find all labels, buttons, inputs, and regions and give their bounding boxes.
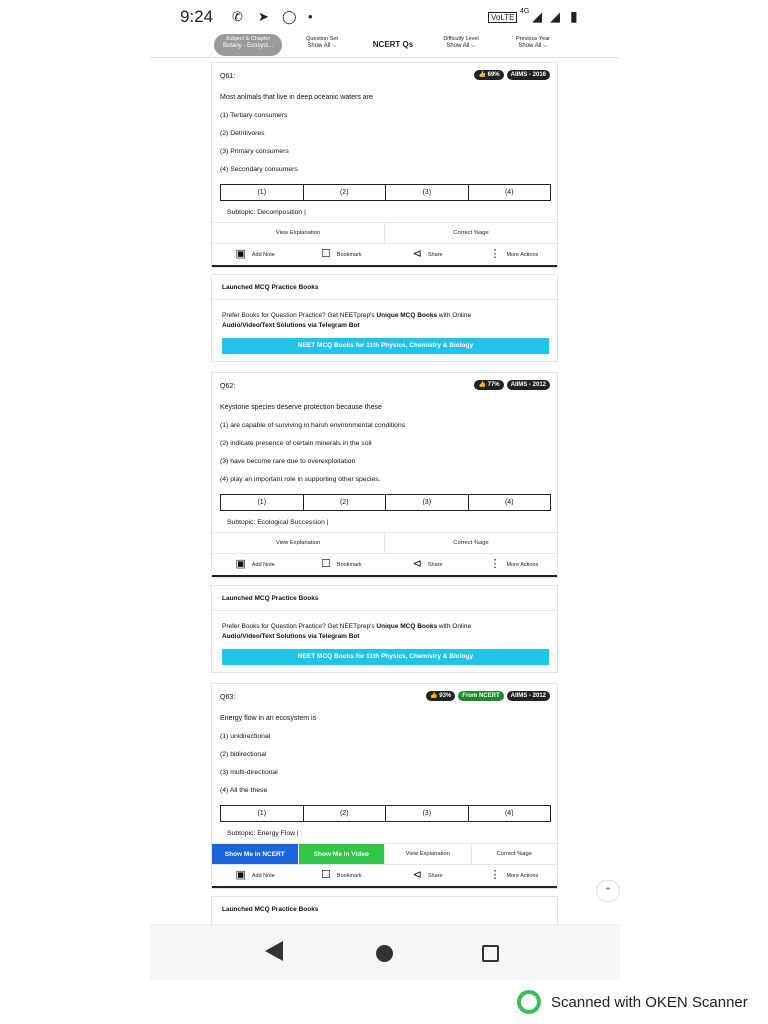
answer-option-3[interactable]: (3)	[386, 806, 469, 821]
accuracy-badge: 👍 77%	[474, 380, 503, 390]
explanation-row	[212, 532, 557, 554]
question-tags	[426, 691, 550, 701]
option: (4) All the these	[220, 787, 268, 794]
share-icon: ⊲	[412, 869, 422, 881]
chevron-up-icon: ⌃	[604, 886, 612, 896]
answer-option-4[interactable]: (4)	[504, 810, 514, 817]
promo-card	[211, 274, 558, 362]
filter-previous-year[interactable]: Previous Year Show All ⌵	[516, 36, 550, 49]
promo-card	[211, 585, 558, 673]
action-row	[212, 553, 557, 577]
question-card	[211, 683, 558, 889]
note-add-icon: ▣	[235, 558, 246, 570]
share-button[interactable]: ⊲ Share	[412, 869, 443, 881]
correct-percentage-button[interactable]: Correct %age	[453, 230, 489, 236]
mcq-books-button[interactable]: NEET MCQ Books for 11th Physics, Chemistry & Biology	[222, 649, 549, 665]
question-number: Q63:	[220, 694, 236, 701]
status-bar	[150, 0, 620, 34]
bookmark-button[interactable]: ☐ Bookmark	[321, 248, 362, 260]
clock: 9:24	[180, 7, 214, 26]
instagram-icon: ◯	[282, 9, 297, 24]
answer-option-4[interactable]: (4)	[504, 189, 514, 196]
network-type: 4G	[520, 8, 530, 15]
option: (3) multi-directional	[220, 769, 278, 776]
answer-option-3[interactable]: (3)	[386, 495, 469, 510]
battery-icon: ▮	[570, 8, 578, 24]
question-text: Keystone species deserve protection because these	[220, 404, 382, 411]
question-number: Q61:	[220, 73, 236, 80]
promo-card	[211, 896, 558, 924]
more-actions-button[interactable]: ⋮ More Actions	[489, 248, 539, 260]
answer-row	[220, 805, 551, 822]
signal-icon: ◢	[532, 9, 542, 24]
telegram-icon: ➤	[258, 9, 269, 24]
question-number: Q62:	[220, 383, 236, 390]
show-in-video-button[interactable]: Show Me in Video	[299, 844, 386, 865]
answer-row	[220, 494, 551, 511]
filter-bar	[150, 34, 620, 58]
phone-screen	[150, 0, 620, 980]
subtopic: Subtopic: Ecological Succession |	[227, 519, 329, 526]
subtopic: Subtopic: Energy Flow |	[227, 830, 299, 837]
subtopic: Subtopic: Decomposition |	[227, 209, 306, 216]
promo-text: Prefer Books for Question Practice? Get NEETprep's Unique MCQ Books with Online Audio/Video/Text Solutions via Telegram Bot	[222, 623, 472, 640]
show-in-ncert-button[interactable]: Show Me in NCERT	[212, 844, 299, 865]
more-vertical-icon: ⋮	[489, 248, 501, 260]
answer-option-1[interactable]: (1)	[221, 495, 304, 510]
option: (4) play an important role in supporting other species.	[220, 476, 381, 483]
answer-option-3[interactable]: (3)	[386, 185, 469, 200]
more-vertical-icon: ⋮	[489, 558, 501, 570]
option: (3) have become rare due to overexploitation	[220, 458, 356, 465]
option: (2) bidirectional	[220, 751, 267, 758]
share-icon: ⊲	[412, 558, 422, 570]
exam-badge: AIIMS - 2012	[507, 691, 550, 701]
option: (1) unidirectional	[220, 733, 271, 740]
bookmark-button[interactable]: ☐ Bookmark	[321, 558, 362, 570]
option: (1) Tertiary consumers	[220, 112, 288, 119]
whatsapp-icon: ✆	[232, 9, 243, 24]
share-icon: ⊲	[412, 248, 422, 260]
scroll-to-top-button[interactable]	[596, 880, 620, 902]
volte-icon: VoLTE	[488, 12, 517, 23]
answer-option-1[interactable]: (1)	[221, 185, 304, 200]
bookmark-button[interactable]: ☐ Bookmark	[321, 869, 362, 881]
question-text: Most animals that live in deep oceanic waters are	[220, 94, 373, 101]
recent-apps-icon[interactable]	[482, 945, 499, 962]
answer-option-2[interactable]: (2)	[304, 806, 387, 821]
share-button[interactable]: ⊲ Share	[412, 558, 443, 570]
view-explanation-button[interactable]: View Explanation	[212, 533, 385, 554]
note-add-icon: ▣	[235, 248, 246, 260]
answer-row	[220, 184, 551, 201]
view-explanation-button[interactable]: View Explanation	[212, 223, 385, 244]
correct-percentage-button[interactable]: Correct %age	[453, 540, 489, 546]
filter-question-set[interactable]: Question Set Show All ⌵	[306, 36, 338, 49]
promo-heading: Launched MCQ Practice Books	[222, 284, 319, 291]
more-vertical-icon: ⋮	[489, 869, 501, 881]
home-icon[interactable]	[376, 945, 393, 962]
action-row	[212, 864, 557, 888]
option: (1) are capable of surviving in harsh environmental conditions	[220, 422, 406, 429]
option: (2) Detritivores	[220, 130, 265, 137]
signal-icon: ◢	[550, 9, 560, 24]
scanner-watermark: Scanned with OKEN Scanner	[517, 990, 748, 1014]
question-text: Energy flow in an ecosystem is	[220, 715, 317, 722]
option: (4) Secondary consumers	[220, 166, 298, 173]
answer-option-1[interactable]: (1)	[221, 806, 304, 821]
source-badge: From NCERT	[458, 691, 503, 701]
dot-icon: •	[308, 9, 313, 24]
option: (2) indicate presence of certain minerals in the soil	[220, 440, 372, 447]
option: (3) Primary consumers	[220, 148, 289, 155]
explanation-row	[212, 222, 557, 244]
bookmark-icon: ☐	[321, 248, 331, 260]
add-note-button[interactable]: ▣ Add Note	[235, 248, 275, 260]
android-nav-bar	[150, 924, 620, 980]
promo-heading: Launched MCQ Practice Books	[222, 595, 319, 602]
oken-logo-icon	[517, 990, 541, 1014]
bookmark-icon: ☐	[321, 869, 331, 881]
add-note-button[interactable]: ▣ Add Note	[235, 869, 275, 881]
exam-badge: AIIMS - 2012	[507, 380, 550, 390]
promo-text: Prefer Books for Question Practice? Get NEETprep's Unique MCQ Books with Online Audio/Video/Text Solutions via Telegram Bot	[222, 312, 472, 329]
question-card	[211, 62, 558, 268]
filter-subject-chapter[interactable]: Subject & Chapter Botany - Ecosyst...	[214, 34, 282, 56]
answer-option-2[interactable]: (2)	[304, 495, 387, 510]
question-tags	[474, 70, 550, 80]
mcq-books-button[interactable]: NEET MCQ Books for 11th Physics, Chemistry & Biology	[222, 338, 549, 354]
filter-ncert-qs[interactable]: NCERT Qs	[372, 40, 414, 49]
explanation-row	[212, 843, 557, 865]
more-actions-button[interactable]: ⋮ More Actions	[489, 869, 539, 881]
correct-percentage-button[interactable]: Correct %age	[496, 851, 532, 857]
accuracy-badge: 👍 69%	[474, 70, 503, 80]
back-icon[interactable]	[265, 941, 283, 961]
action-row	[212, 243, 557, 267]
share-button[interactable]: ⊲ Share	[412, 248, 443, 260]
answer-option-4[interactable]: (4)	[504, 499, 514, 506]
add-note-button[interactable]: ▣ Add Note	[235, 558, 275, 570]
answer-option-2[interactable]: (2)	[304, 185, 387, 200]
question-tags	[474, 380, 550, 390]
question-card	[211, 372, 558, 578]
exam-badge: AIIMS - 2016	[507, 70, 550, 80]
promo-heading: Launched MCQ Practice Books	[222, 906, 319, 913]
view-explanation-button[interactable]: View Explanation	[385, 844, 472, 865]
accuracy-badge: 👍 93%	[426, 691, 455, 701]
bookmark-icon: ☐	[321, 558, 331, 570]
filter-difficulty[interactable]: Difficulty Level Show All ⌵	[443, 36, 479, 49]
more-actions-button[interactable]: ⋮ More Actions	[489, 558, 539, 570]
note-add-icon: ▣	[235, 869, 246, 881]
